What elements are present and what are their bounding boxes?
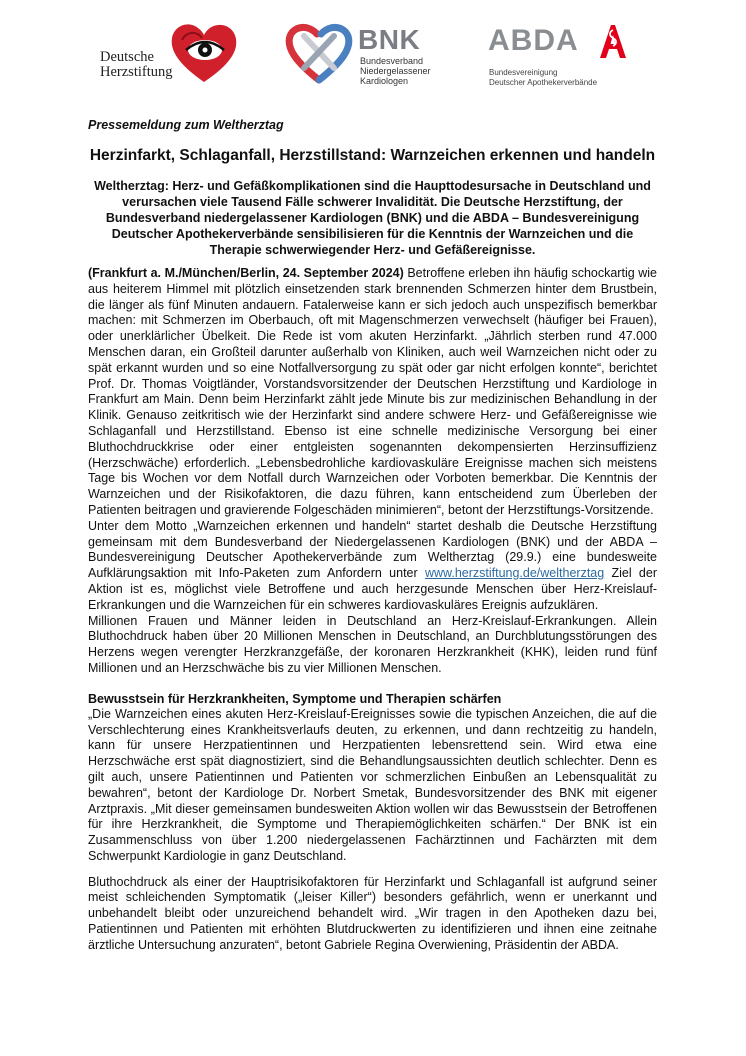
paragraph-2-after: Ziel der Aktion ist es, möglichst viele Betroffene und auch herzgesunde Menschen über Herz-Kreislauf-Erkrankungen und die Warnzeichen für ein schweres kardiovaskuläres Ereignis aufzuklären. [88,566,658,612]
press-release-title: Herzinfarkt, Schlaganfall, Herzstillstand: Warnzeichen erkennen und handeln [89,147,656,164]
logo-bar [90,18,670,88]
apotheke-a-icon [596,22,630,60]
press-release-body [88,118,657,954]
deutsche-herzstiftung-logo [90,18,250,88]
paragraph-2-before: Unter dem Motto „Warnzeichen erkennen und handeln“ startet deshalb die Deutsche Herzstiftung gemeinsam mit dem Bundesverband der Niedergelassenen Kardiologen (BNK) und der ABDA – Bundesvereinigung Deutscher Apothekerverbände zum Weltherztag (29.9.) eine bundesweite Aufklärungsaktion mit Info-Paketen zum Anfordern unter [88,518,657,581]
abda-logo-sub1: Bundesvereinigung [489,68,558,77]
paragraph-5: Bluthochdruck als einer der Hauptrisikofaktoren für Herzinfarkt und Schlaganfall ist aufgrund seiner meist schleichenden Symptomatik („leiser Killer“) besonders gefährlich, wenn er unerkannt und unbehandelt bleibt oder unzureichend behandelt wird. „Wir tragen in den Apotheken dazu bei, Patientinnen und Patienten mit erhöhten Blutdruckwerten zu identifizieren und ihnen eine zeitnahe ärztliche Untersuchung anzuraten“, betont Gabriele Regina Overwiening, Präsidentin der ABDA. [88,874,657,952]
heart-eye-icon [168,20,240,86]
abda-logo-name: ABDA [488,24,579,57]
bnk-logo-sub1: Bundesverband [360,56,424,66]
dhs-logo-text [100,50,172,80]
paragraph-4: „Die Warnzeichen eines akuten Herz-Kreislauf-Ereignisses sowie die typischen Anzeichen, die auf die Verschlechterung eines Krankheitsverlaufs deuten, zu erkennen, und dann rechtzeitig zu handeln, kann für unsere Herzpatientinnen und Herzpatienten lebensrettend sein. Wird etwa eine Herzschwäche erst spät diagnostiziert, sind die Behandlungsaussichten deutlich schlechter. Denn es gilt auch, unsere Patientinnen und Patienten vor schmerzlichen Einbußen an Lebensqualität zu bewahren“, betont der Kardiologe Dr. Norbert Smetak, Bundesvorsitzender des BNK mit eigener Arztpraxis. „Mit dieser gemeinsamen bundesweiten Aktion wollen wir das Bewusstsein der Betroffenen für ihre Herzkrankheit, die Symptome und Therapiemöglichkeiten schärfen.“ Der BNK ist ein Zusammenschluss von über 1.200 niedergelassenen Fachärztinnen und Fachärzten mit dem Schwerpunkt Kardiologie in ganz Deutschland. [88,706,657,863]
dhs-logo-line1: Deutsche [100,49,154,65]
bnk-logo-name: BNK [358,24,421,55]
herzstiftung-link[interactable]: www.herzstiftung.de/weltherztag [424,566,605,581]
dateline: (Frankfurt a. M./München/Berlin, 24. September 2024) [88,266,404,280]
dhs-logo-line2: Herzstiftung [100,64,173,80]
paragraph-1-text: Betroffene erleben ihn häufig schockartig wie aus heiterem Himmel mit plötzlich einsetzenden stark brennenden Schmerzen hinter dem Brustbein, die länger als fünf Minuten andauern. Fatalerweise kann er sich jedoch auch unspezifisch bemerkbar machen: mit Schmerzen im Oberbauch, oft mit Magenschmerzen verwechselt (häufiger bei Frauen), oder unerklärlicher Übelkeit. Die Rede ist vom akuten Herzinfarkt. „Jährlich sterben rund 47.000 Menschen daran, ein Großteil darunter außerhalb von Kliniken, auch weil Warnzeichen nicht oder zu spät erkannt wurden und so eine Notfallversorgung zu spät oder gar nicht erfolgen konnte“, berichtet Prof. Dr. Thomas Voigtländer, Vorstandsvorsitzender der Deutschen Herzstiftung und Kardiologe in Frankfurt am Main. Denn beim Herzinfarkt zählt jede Minute bis zur medizinischen Behandlung in der Klinik. Genauso zeitkritisch wie der Herzinfarkt sind andere schwere Herz- und Gefäßereignisse wie Schlaganfall und Herzstillstand. Ebenso ist eine schnelle medizinische Versorgung bei einer Bluthochdruckkrise oder einer entgleisten sogenannten dekompensierten Herzinsuffizienz (Herzschwäche) erforderlich. „Lebensbedrohliche kardiovaskuläre Ereignisse machen sich meistens Tage bis Wochen vor dem Notfall durch Warnzeichen oder Vorboten bemerkbar. Die Kenntnis der Warnzeichen und der Risikofaktoren, die dazu führen, kann entscheidend zum Überleben der Patienten beitragen und gravierende Folgeschäden minimieren“, betont der Herzstiftungs-Vorsitzende. [88,266,657,517]
bnk-logo-sub3: Kardiologen [360,76,409,86]
bnk-heart-ribbon-icon [284,22,354,84]
document-kicker: Pressemeldung zum Weltherztag [88,118,284,132]
paragraph-2 [88,519,657,614]
abda-logo-sub2: Deutscher Apothekerverbände [489,78,598,87]
bnk-logo-sub2: Niedergelassener [360,66,431,76]
lead-paragraph: Weltherztag: Herz- und Gefäßkomplikationen sind die Haupttodesursache in Deutschland und verursachen viele Tausend Fälle schwerer Invalidität. Die Deutsche Herzstiftung, der Bundesverband niedergelassener Kardiologen (BNK) und die ABDA – Bundesvereinigung Deutscher Apothekerverbände sensibilisieren für die Kenntnis der Warnzeichen und die Therapie schwerwiegender Herz- und Gefäßereignisse. [94,179,651,257]
paragraph-3: Millionen Frauen und Männer leiden in Deutschland an Herz-Kreislauf-Erkrankungen. Allein Bluthochdruck haben über 20 Millionen Menschen in Deutschland, an Durchblutungsstörungen des Herzens wegen verengter Herzkranzgefäße, der koronaren Herzkrankheit (KHK), leiden rund fünf Millionen und an Herzschwäche bis zu vier Millionen Menschen. [88,613,657,675]
abda-logo-subtitle [489,68,679,88]
paragraph-1 [88,266,657,519]
section-subheading: Bewusstsein für Herzkrankheiten, Symptome und Therapien schärfen [88,691,502,706]
abda-logo [488,18,678,88]
bnk-logo-subtitle [360,56,450,86]
bnk-logo [284,18,444,88]
